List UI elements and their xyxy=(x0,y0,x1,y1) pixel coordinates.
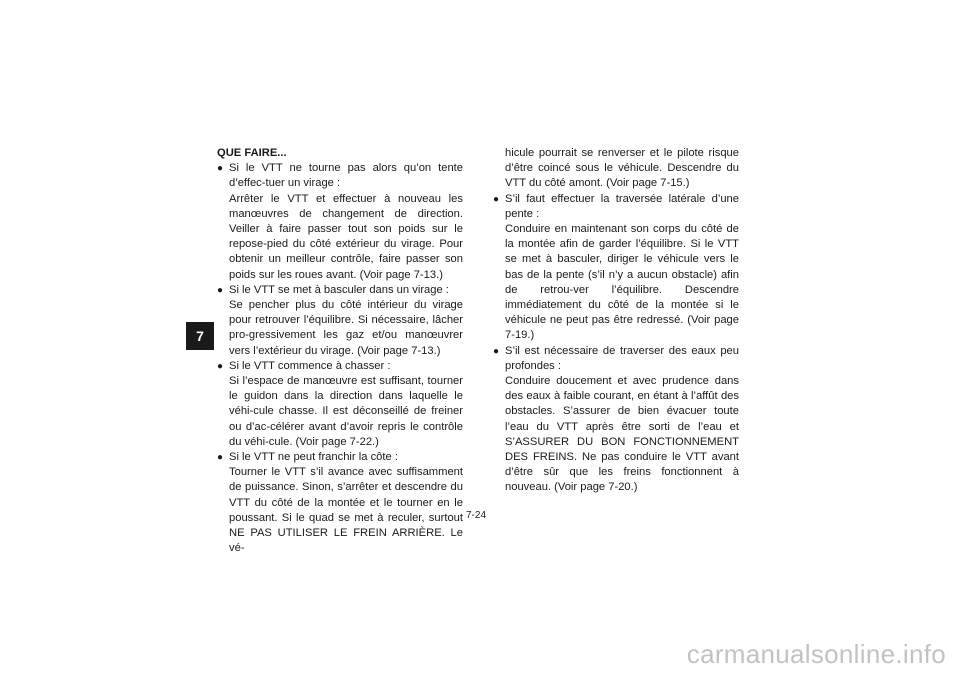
list-item xyxy=(493,344,739,496)
list-item xyxy=(493,192,739,344)
item-body: Se pencher plus du côté intérieur du virage pour retrouver l’équilibre. Si nécessaire, lâcher pro-gressivement les gaz et/ou manœuvrer vers l’extérieur du virage. (Voir page 7-13.) xyxy=(229,299,463,357)
item-title: Si le VTT ne peut franchir la côte : xyxy=(229,451,398,464)
item-title: S’il est nécessaire de traverser des eaux peu profondes : xyxy=(505,344,739,372)
page-number: 7-24 xyxy=(466,510,487,521)
bullet-icon: ● xyxy=(217,284,224,296)
item-title: Si le VTT ne tourne pas alors qu’on tente d’effec-tuer un virage : xyxy=(229,162,463,190)
left-column xyxy=(217,146,463,556)
bullet-icon: ● xyxy=(217,163,224,175)
bullet-icon: ● xyxy=(217,360,224,372)
list-item xyxy=(217,359,463,450)
watermark: carmanualsonline.info xyxy=(686,639,946,669)
item-body: Conduire doucement et avec prudence dans des eaux à faible courant, en étant à l’affût des obstacles. S’assurer de bien évacuer toute l’eau du VTT après être sorti de l’eau et S’ASSURER DU BON FONCTIONNEMENT DES FREINS. Ne pas conduire le VTT avant d’être sûr que les freins fonctionnent à nouveau. (Voir page 7-20.) xyxy=(505,375,739,494)
list-item xyxy=(217,450,463,556)
list-item xyxy=(217,283,463,359)
item-body: Tourner le VTT s’il avance avec suffisamment de puissance. Sinon, s’arrêter et descendre du VTT du côté de la montée et le tourner en le poussant. Si le quad se met à reculer, surtout NE PAS UTILISER LE FREIN ARRIÈRE. Le vé- xyxy=(229,466,463,555)
chapter-tab: 7 xyxy=(186,322,214,350)
item-title: Si le VTT se met à basculer dans un virage : xyxy=(229,283,449,296)
item-body: hicule pourrait se renverser et le pilote risque d’être coincé sous le véhicule. Descendre du VTT du côté amont. (Voir page 7-15.) xyxy=(505,147,739,190)
item-title: S’il faut effectuer la traversée latérale d’une pente : xyxy=(505,192,739,220)
item-body: Conduire en maintenant son corps du côté de la montée afin de garder l’équilibre. Si le VTT se met à basculer, diriger le véhicule vers le bas de la pente (s’il n’y a aucun obstacle) afin de retrou-ver l’équilibre. Descendre immédiatement du côté de la montée si le véhicule ne peut pas être redressé. (Voir page 7-19.) xyxy=(505,223,739,342)
right-column xyxy=(493,146,739,496)
section-heading: QUE FAIRE... xyxy=(217,147,287,159)
item-body: Si l’espace de manœuvre est suffisant, tourner le guidon dans la direction dans laquelle le véhi-cule chasse. Il est déconseillé de freiner ou d’ac-célérer avant d’avoir repris le contrôle du véhi-cule. (Voir page 7-22.) xyxy=(229,375,463,448)
bullet-icon: ● xyxy=(493,345,500,357)
list-item-continuation xyxy=(493,146,739,192)
bullet-icon: ● xyxy=(217,452,224,464)
item-title: Si le VTT commence à chasser : xyxy=(229,359,391,372)
item-body: Arrêter le VTT et effectuer à nouveau les manœuvres de changement de direction. Veiller à faire passer tout son poids sur le repose-pied du côté extérieur du virage. Pour obtenir un meilleur contrôle, faire passer son poids sur les roues avant. (Voir page 7-13.) xyxy=(229,192,463,281)
list-item xyxy=(217,161,463,283)
bullet-icon: ● xyxy=(493,193,500,205)
